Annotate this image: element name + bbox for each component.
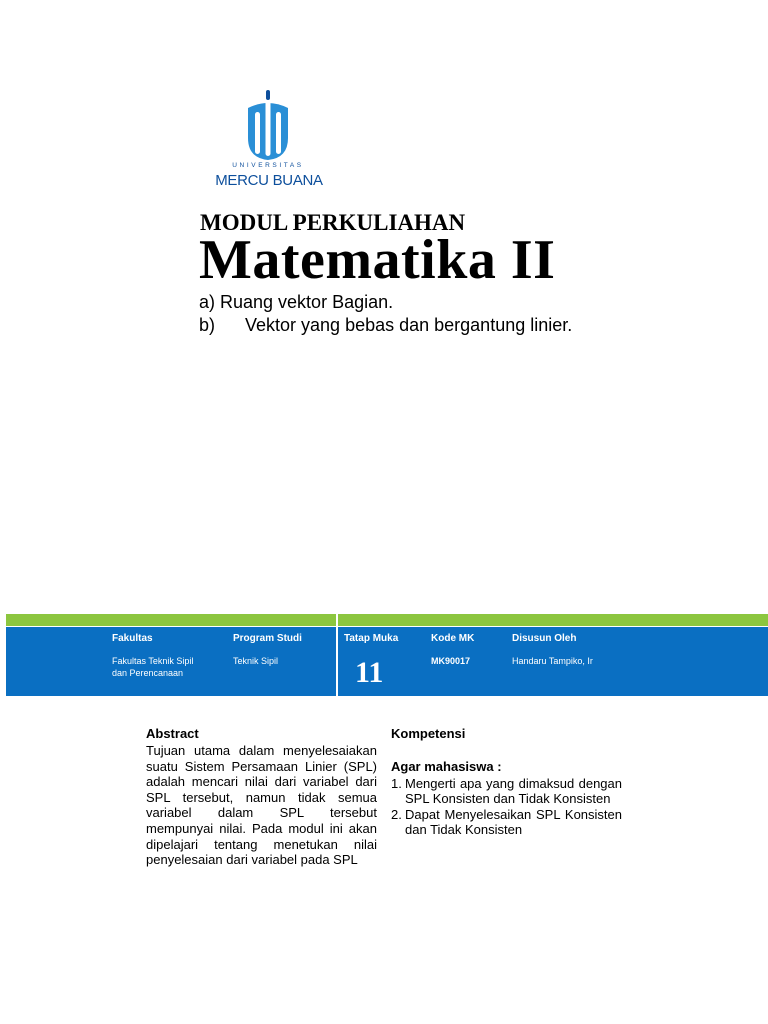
topic-b: [199, 315, 572, 336]
list-item: [391, 807, 622, 838]
tatap-muka-label: Tatap Muka: [344, 633, 399, 644]
logo-emblem-icon: [200, 88, 336, 168]
abstract-body: Tujuan utama dalam menyelesaiakan suatu Sistem Persamaan Linier (SPL) adalah mencari nilai dari variabel dari SPL tersebut, namun tidak semua variabel dalam SPL tersebut mempunyai nilai. Pada modul ini akan dipelajari tentang menetukan nilai penyelesaian dari variabel pada SPL: [146, 743, 377, 868]
green-accent-bar: [6, 614, 768, 626]
topic-a: a) Ruang vektor Bagian.: [199, 292, 394, 312]
disusun-oleh-label: Disusun Oleh: [512, 633, 577, 644]
agar-mahasiswa-heading: Agar mahasiswa :: [391, 759, 502, 774]
university-logo: [200, 88, 336, 198]
logo-university-name: MERCU BUANA: [215, 172, 323, 189]
disusun-oleh-value: Handaru Tampiko, Ir: [512, 656, 593, 666]
list-item-number: 1.: [391, 776, 402, 791]
kode-mk-value: MK90017: [431, 656, 471, 666]
program-studi-label: Program Studi: [233, 633, 302, 644]
topic-b-text: Vektor yang bebas dan bergantung linier.: [245, 315, 573, 335]
course-title: Matematika II: [199, 229, 556, 291]
fakultas-value-line2: dan Perencanaan: [112, 668, 184, 678]
kode-mk-label: Kode MK: [431, 633, 475, 644]
topic-b-marker: b): [199, 315, 216, 335]
tatap-muka-value: 11: [355, 656, 384, 689]
list-item: [391, 776, 622, 807]
list-item-text: Mengerti apa yang dimaksud dengan SPL Konsisten dan Tidak Konsisten: [405, 776, 622, 807]
kompetensi-list: [391, 776, 622, 838]
fakultas-value-line1: Fakultas Teknik Sipil: [112, 656, 194, 666]
kompetensi-heading: Kompetensi: [391, 726, 466, 741]
abstract-heading: Abstract: [146, 726, 199, 741]
band-divider: [336, 614, 338, 696]
list-item-text: Dapat Menyelesaikan SPL Konsisten dan Tidak Konsisten: [405, 806, 622, 838]
modul-label: MODUL PERKULIAHAN: [200, 210, 466, 235]
program-studi-value: Teknik Sipil: [233, 656, 279, 666]
fakultas-label: Fakultas: [112, 633, 153, 644]
list-item-number: 2.: [391, 806, 402, 822]
logo-universitas-text: UNIVERSITAS: [232, 162, 304, 169]
fakultas-value: [112, 655, 193, 679]
